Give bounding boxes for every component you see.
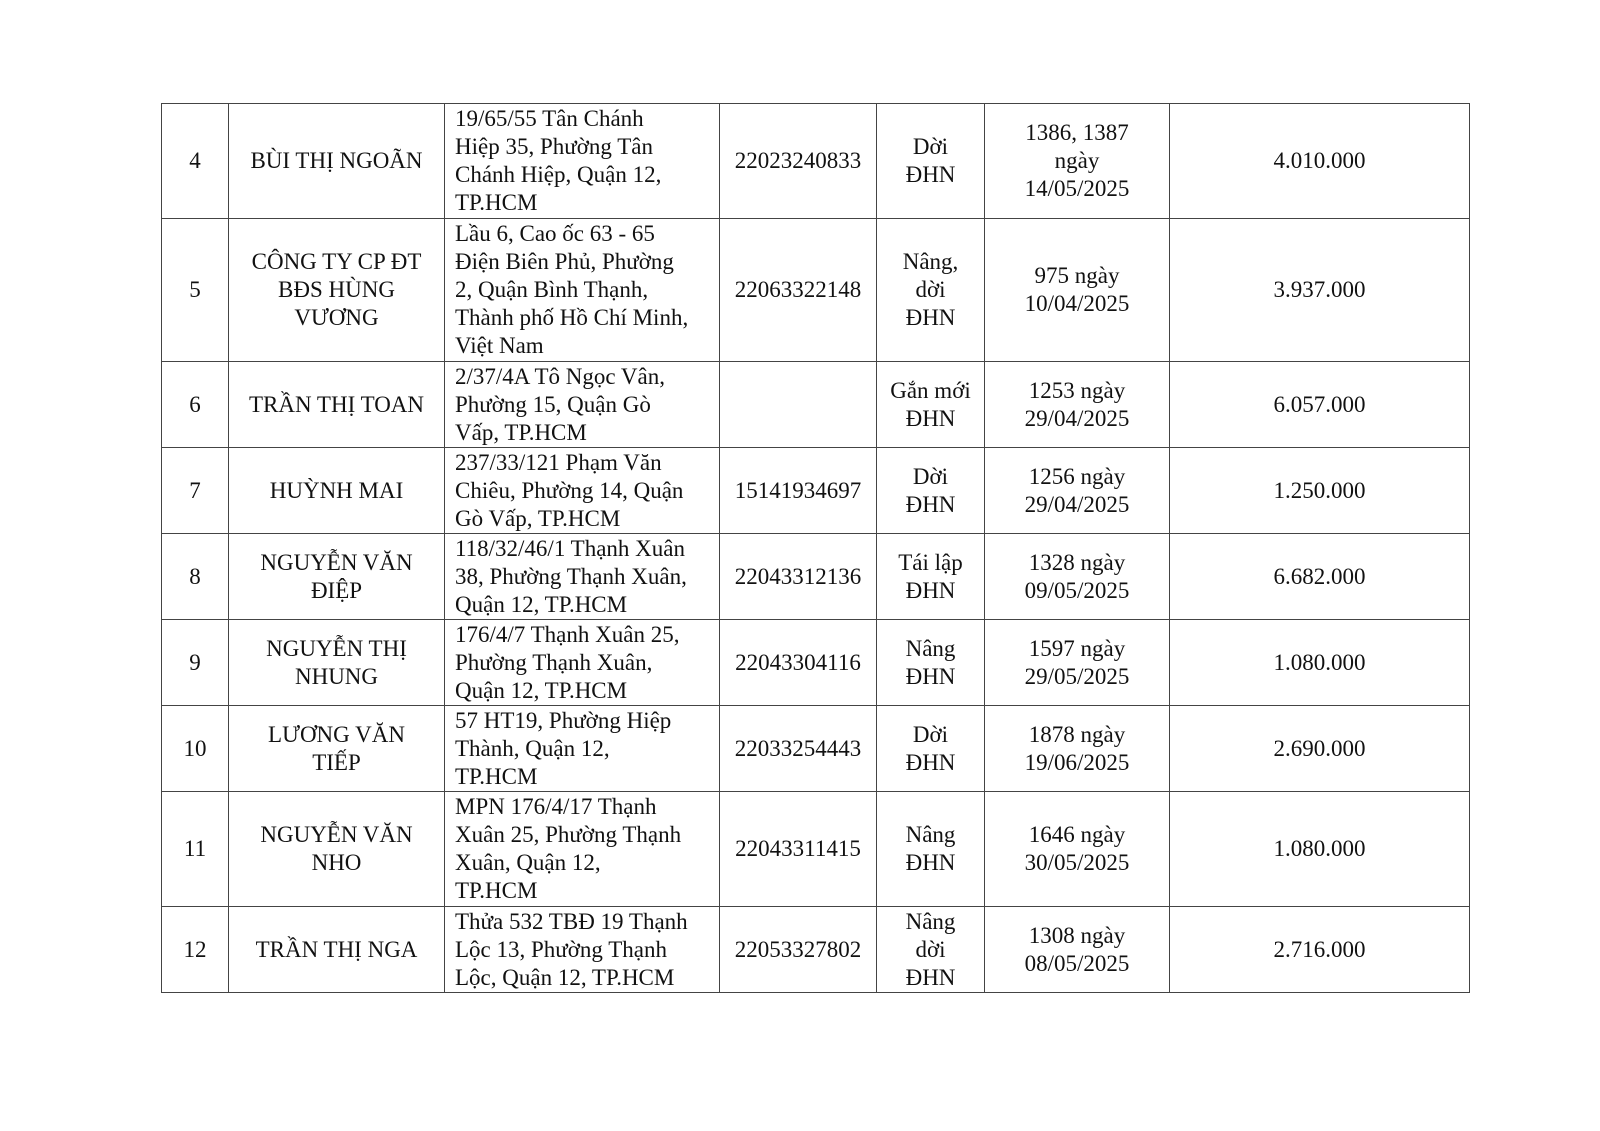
table-row: [162, 907, 1470, 993]
row-number-cell: 9: [162, 620, 229, 706]
amount-cell: 6.682.000: [1170, 534, 1470, 620]
customer-name-cell: TRẦN THỊ NGA: [229, 907, 445, 993]
table-row: [162, 534, 1470, 620]
decision-cell: 1253 ngày 29/04/2025: [985, 362, 1170, 448]
meter-code-cell: [720, 362, 877, 448]
customer-table: [161, 103, 1470, 993]
table-row: [162, 792, 1470, 907]
row-number-cell: 12: [162, 907, 229, 993]
table-row: [162, 219, 1470, 362]
amount-cell: 4.010.000: [1170, 104, 1470, 219]
amount-cell: 1.250.000: [1170, 448, 1470, 534]
address-cell: 176/4/7 Thạnh Xuân 25, Phường Thạnh Xuân, Quận 12, TP.HCM: [445, 620, 720, 706]
table-body: [162, 104, 1470, 993]
address-cell: 57 HT19, Phường Hiệp Thành, Quận 12, TP.HCM: [445, 706, 720, 792]
table-row: [162, 620, 1470, 706]
row-number-cell: 4: [162, 104, 229, 219]
decision-cell: 1597 ngày 29/05/2025: [985, 620, 1170, 706]
amount-cell: 6.057.000: [1170, 362, 1470, 448]
decision-cell: 975 ngày 10/04/2025: [985, 219, 1170, 362]
row-number-cell: 8: [162, 534, 229, 620]
work-type-cell: Nâng dời ĐHN: [877, 907, 985, 993]
amount-cell: 1.080.000: [1170, 620, 1470, 706]
meter-code-cell: 22033254443: [720, 706, 877, 792]
work-type-cell: Nâng, dời ĐHN: [877, 219, 985, 362]
work-type-cell: Dời ĐHN: [877, 104, 985, 219]
table-row: [162, 104, 1470, 219]
customer-name-cell: TRẦN THỊ TOAN: [229, 362, 445, 448]
customer-name-cell: NGUYỄN VĂN ĐIỆP: [229, 534, 445, 620]
decision-cell: 1256 ngày 29/04/2025: [985, 448, 1170, 534]
decision-cell: 1878 ngày 19/06/2025: [985, 706, 1170, 792]
table-row: [162, 706, 1470, 792]
address-cell: 237/33/121 Phạm Văn Chiêu, Phường 14, Quận Gò Vấp, TP.HCM: [445, 448, 720, 534]
customer-name-cell: HUỲNH MAI: [229, 448, 445, 534]
customer-name-cell: BÙI THỊ NGOÃN: [229, 104, 445, 219]
work-type-cell: Dời ĐHN: [877, 706, 985, 792]
decision-cell: 1386, 1387 ngày 14/05/2025: [985, 104, 1170, 219]
address-cell: MPN 176/4/17 Thạnh Xuân 25, Phường Thạnh Xuân, Quận 12, TP.HCM: [445, 792, 720, 907]
amount-cell: 2.716.000: [1170, 907, 1470, 993]
work-type-cell: Nâng ĐHN: [877, 620, 985, 706]
decision-cell: 1646 ngày 30/05/2025: [985, 792, 1170, 907]
address-cell: Lầu 6, Cao ốc 63 - 65 Điện Biên Phủ, Phường 2, Quận Bình Thạnh, Thành phố Hồ Chí Minh, Việt Nam: [445, 219, 720, 362]
row-number-cell: 7: [162, 448, 229, 534]
meter-code-cell: 15141934697: [720, 448, 877, 534]
address-cell: Thửa 532 TBĐ 19 Thạnh Lộc 13, Phường Thạnh Lộc, Quận 12, TP.HCM: [445, 907, 720, 993]
amount-cell: 2.690.000: [1170, 706, 1470, 792]
meter-code-cell: 22043304116: [720, 620, 877, 706]
customer-name-cell: LƯƠNG VĂN TIẾP: [229, 706, 445, 792]
customer-name-cell: CÔNG TY CP ĐT BĐS HÙNG VƯƠNG: [229, 219, 445, 362]
row-number-cell: 11: [162, 792, 229, 907]
row-number-cell: 6: [162, 362, 229, 448]
work-type-cell: Gắn mới ĐHN: [877, 362, 985, 448]
address-cell: 19/65/55 Tân Chánh Hiệp 35, Phường Tân Chánh Hiệp, Quận 12, TP.HCM: [445, 104, 720, 219]
meter-code-cell: 22043312136: [720, 534, 877, 620]
address-cell: 118/32/46/1 Thạnh Xuân 38, Phường Thạnh Xuân, Quận 12, TP.HCM: [445, 534, 720, 620]
decision-cell: 1328 ngày 09/05/2025: [985, 534, 1170, 620]
meter-code-cell: 22063322148: [720, 219, 877, 362]
meter-code-cell: 22043311415: [720, 792, 877, 907]
decision-cell: 1308 ngày 08/05/2025: [985, 907, 1170, 993]
customer-name-cell: NGUYỄN THỊ NHUNG: [229, 620, 445, 706]
work-type-cell: Nâng ĐHN: [877, 792, 985, 907]
row-number-cell: 10: [162, 706, 229, 792]
row-number-cell: 5: [162, 219, 229, 362]
address-cell: 2/37/4A Tô Ngọc Vân, Phường 15, Quận Gò Vấp, TP.HCM: [445, 362, 720, 448]
meter-code-cell: 22023240833: [720, 104, 877, 219]
meter-code-cell: 22053327802: [720, 907, 877, 993]
amount-cell: 1.080.000: [1170, 792, 1470, 907]
table-row: [162, 362, 1470, 448]
table-row: [162, 448, 1470, 534]
amount-cell: 3.937.000: [1170, 219, 1470, 362]
customer-name-cell: NGUYỄN VĂN NHO: [229, 792, 445, 907]
work-type-cell: Dời ĐHN: [877, 448, 985, 534]
work-type-cell: Tái lập ĐHN: [877, 534, 985, 620]
